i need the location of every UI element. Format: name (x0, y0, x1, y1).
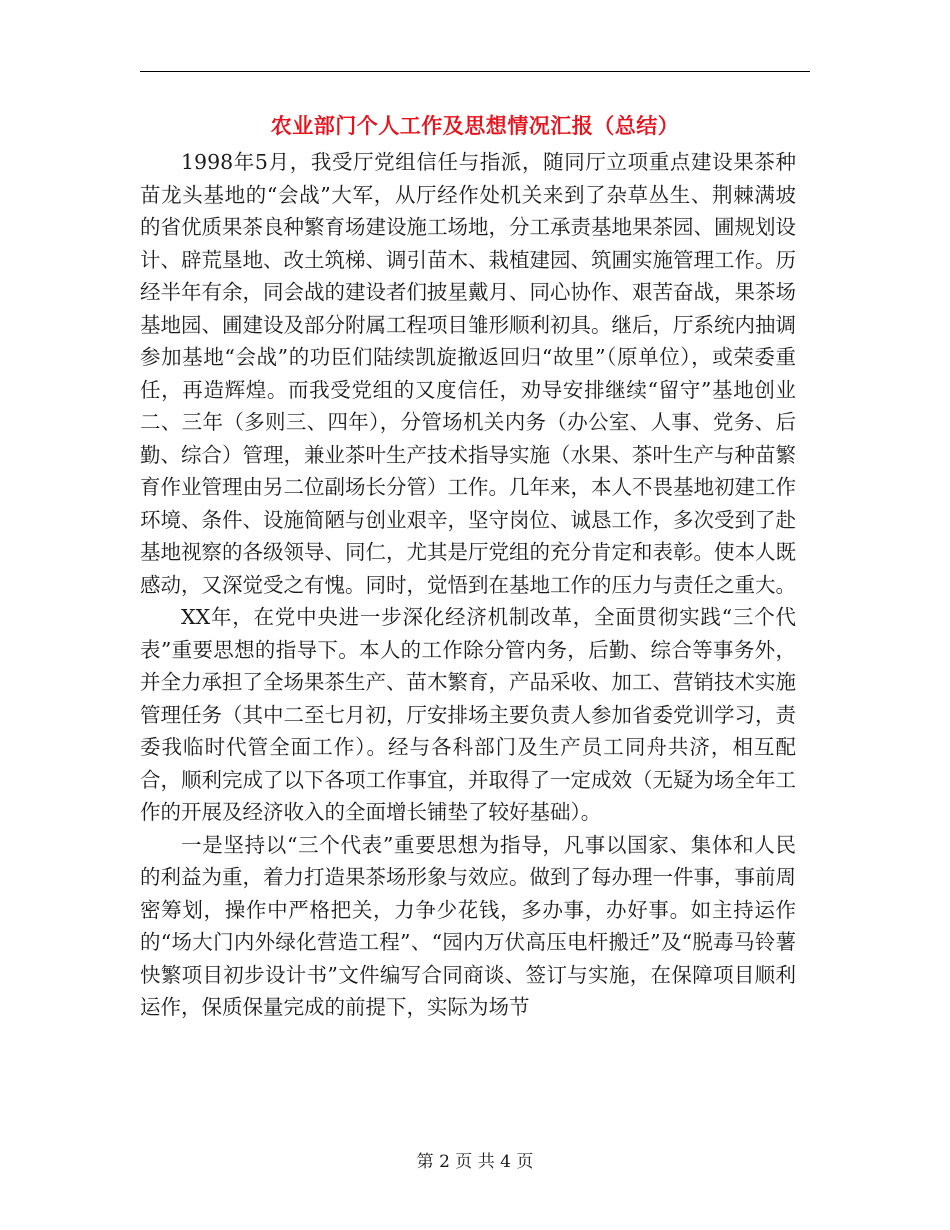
paragraph-1: 1998年5月，我受厅党组信任与指派，随同厅立项重点建设果茶种苗龙头基地的“会战”大军，从厅经作处机关来到了杂草丛生、荆棘满坡的省优质果茶良种繁育场建设施工场地，分工承责基地果茶园、圃规划设计、辟荒垦地、改土筑梯、调引苗木、栽植建园、筑圃实施管理工作。历经半年有余，同会战的建设者们披星戴月、同心协作、艰苦奋战，果茶场基地园、圃建设及部分附属工程项目雏形顺利初具。继后，厅系统内抽调参加基地“会战”的功臣们陆续凯旋撤返回归“故里”（原单位），或荣委重任，再造辉煌。而我受党组的又度信任，劝导安排继续“留守”基地创业二、三年（多则三、四年），分管场机关内务（办公室、人事、党务、后勤、综合）管理，兼业茶叶生产技术指导实施（水果、茶叶生产与种苗繁育作业管理由另二位副场长分管）工作。几年来，本人不畏基地初建工作环境、条件、设施简陋与创业艰辛，坚守岗位、诚恳工作，多次受到了赴基地视察的各级领导、同仁，尤其是厅党组的充分肯定和表彰。使本人既感动，又深觉受之有愧。同时，觉悟到在基地工作的压力与责任之重大。 (140, 150, 796, 597)
header-rule (140, 71, 810, 72)
paragraph-2: XX年，在党中央进一步深化经济机制改革，全面贯彻实践“三个代表”重要思想的指导下。本人的工作除分管内务，后勤、综合等事务外，并全力承担了全场果茶生产、苗木繁育，产品采收、加工、营销技术实施管理任务（其中二至七月初，厅安排场主要负责人参加省委党训学习，责委我临时代管全面工作）。经与各科部门及生产员工同舟共济，相互配合，顺利完成了以下各项工作事宜，并取得了一定成效（无疑为场全年工作的开展及经济收入的全面增长铺垫了较好基础）。 (140, 605, 796, 824)
page-number: 第 2 页 共 4 页 (416, 1152, 534, 1172)
paragraph-3: 一是坚持以“三个代表”重要思想为指导，凡事以国家、集体和人民的利益为重，着力打造果茶场形象与效应。做到了每办理一件事，事前周密筹划，操作中严格把关，力争少花钱，多办事，办好事。如主持运作的“场大门内外绿化营造工程”、“园内万伏高压电杆搬迁”及“脱毒马铃薯快繁项目初步设计书”文件编写合同商谈、签订与实施，在保障项目顺利运作，保质保量完成的前提下，实际为场节 (140, 832, 796, 1019)
document-body (140, 146, 796, 1024)
document-title: 农业部门个人工作及思想情况汇报（总结） (270, 114, 680, 138)
